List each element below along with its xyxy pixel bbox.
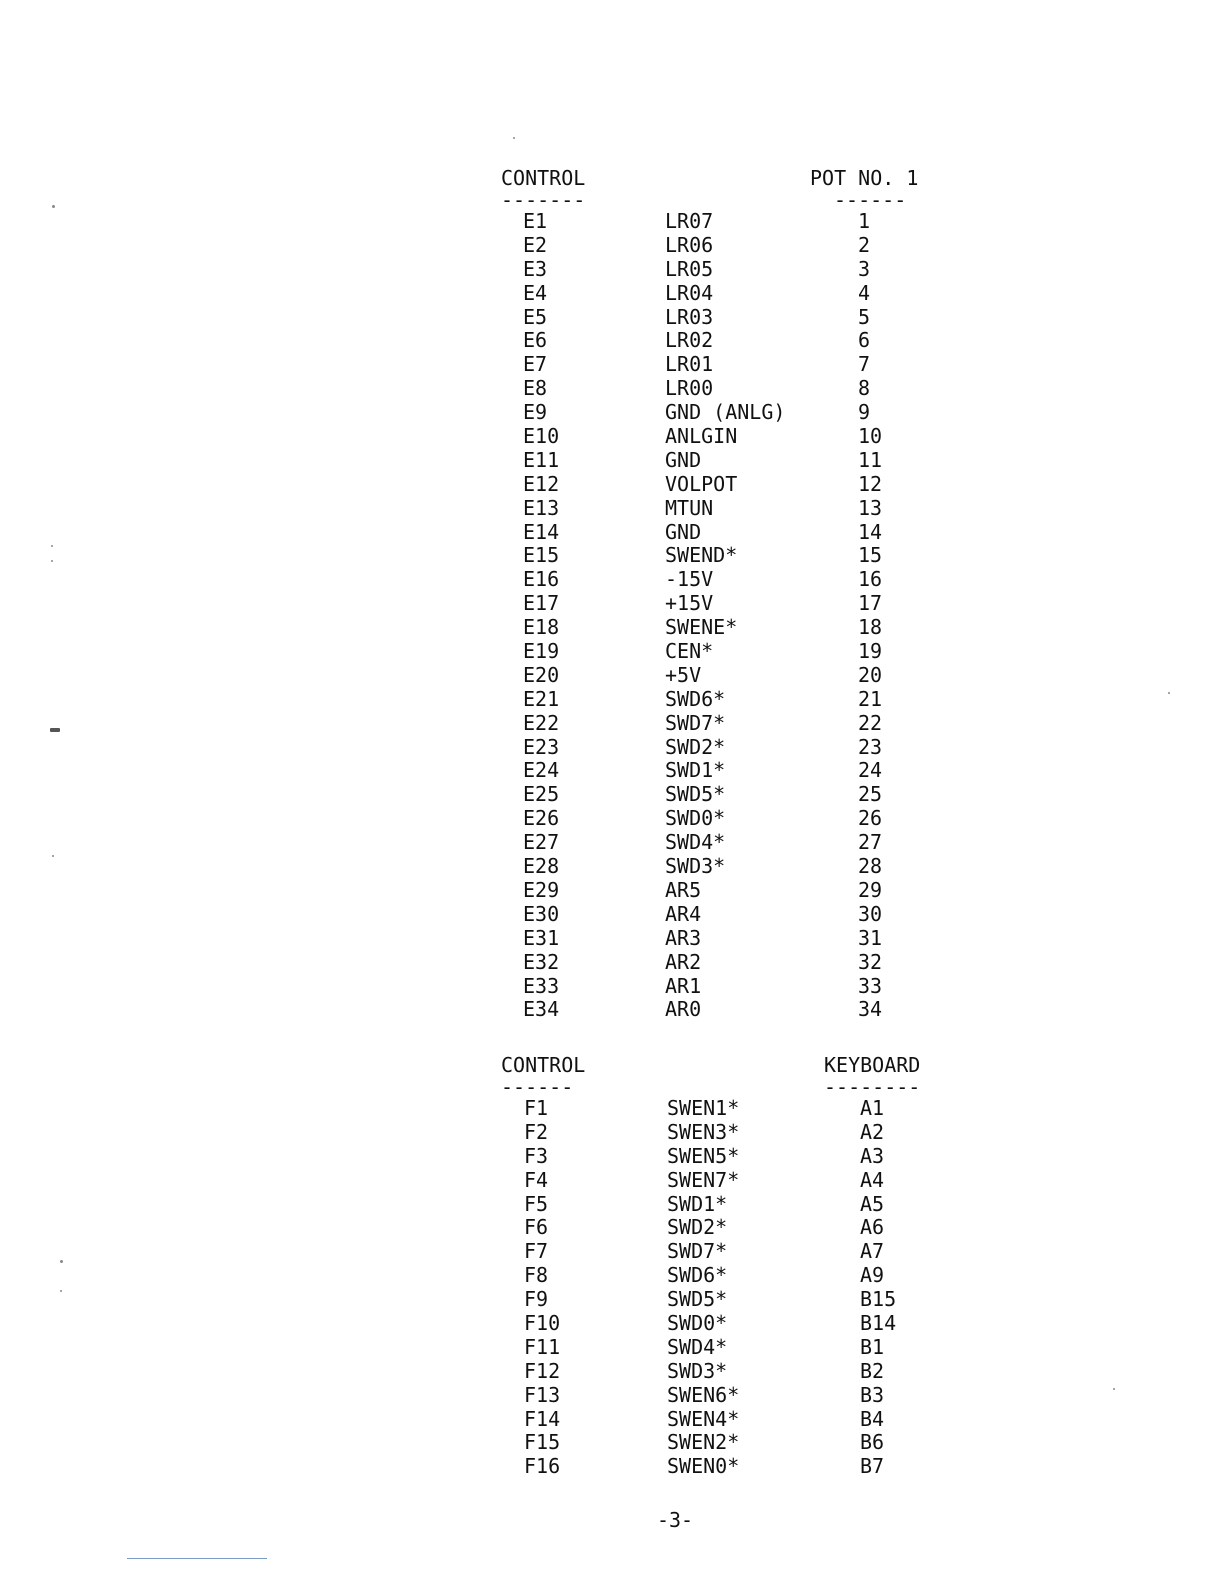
pot-pin-cell: 34 [858, 997, 883, 1022]
header-underline [500, 190, 940, 210]
signal-cell: CEN* [665, 639, 714, 664]
keyboard-pin-cell: B3 [860, 1382, 885, 1407]
control-cell: E20 [523, 662, 560, 687]
pot-pin-cell: 33 [858, 973, 883, 998]
scan-speck [52, 855, 54, 857]
signal-cell: SWD0* [665, 806, 726, 831]
keyboard-pin-cell: B15 [860, 1287, 897, 1312]
signal-cell: SWEN4* [667, 1406, 740, 1431]
table-row [500, 855, 940, 879]
keyboard-column-header: KEYBOARD [824, 1053, 921, 1077]
table-row [500, 1145, 940, 1169]
table-row [500, 879, 940, 903]
table-row [500, 1240, 940, 1264]
pot-pin-cell: 6 [858, 328, 871, 353]
table-row [500, 712, 940, 736]
control-cell: E7 [523, 352, 548, 377]
table-row [500, 497, 940, 521]
control-cell: E27 [523, 830, 560, 855]
pot-pin-cell: 3 [858, 256, 871, 281]
signal-cell: VOLPOT [665, 471, 738, 496]
pot-pin-cell: 32 [858, 949, 883, 974]
table-row [500, 306, 940, 330]
pot-column-header: POT NO. 1 [810, 166, 919, 190]
control-cell: F16 [524, 1454, 561, 1479]
signal-cell: SWD3* [667, 1358, 728, 1383]
signal-cell: SWEN1* [667, 1096, 740, 1120]
control-cell: F11 [524, 1334, 561, 1359]
scan-speck [513, 137, 515, 139]
table-row [500, 807, 940, 831]
control-cell: E11 [523, 447, 560, 472]
pot-pin-cell: 18 [858, 615, 883, 640]
table-row [500, 1216, 940, 1240]
keyboard-header-underline: -------- [824, 1075, 921, 1099]
signal-cell: LR06 [665, 232, 714, 257]
table-row [500, 1408, 940, 1432]
control-cell: E18 [523, 615, 560, 640]
signal-cell: MTUN [665, 495, 714, 520]
table-row [500, 1121, 940, 1145]
control-cell: E2 [523, 232, 548, 257]
scan-speck [1168, 692, 1170, 694]
signal-cell: +5V [665, 662, 702, 687]
scan-speck [51, 545, 53, 547]
table-row [500, 425, 940, 449]
control-cell: F9 [524, 1287, 549, 1312]
signal-cell: AR4 [665, 901, 702, 926]
table-row [500, 234, 940, 258]
signal-cell: LR04 [665, 280, 714, 305]
signal-cell: LR01 [665, 352, 714, 377]
table-row [500, 1431, 940, 1455]
keyboard-pin-cell: A3 [860, 1143, 885, 1168]
signal-cell: GND [665, 447, 702, 472]
signal-cell: SWD2* [667, 1215, 728, 1240]
signal-cell: SWD4* [665, 830, 726, 855]
pot-pin-cell: 12 [858, 471, 883, 496]
control-cell: E15 [523, 543, 560, 568]
table-row [500, 1360, 940, 1384]
control-cell: E10 [523, 424, 560, 449]
table-row [500, 210, 940, 234]
signal-cell: SWD2* [665, 734, 726, 759]
pot-pin-cell: 5 [858, 304, 871, 329]
table-row [500, 616, 940, 640]
signal-cell: SWD7* [667, 1239, 728, 1264]
control-cell: F13 [524, 1382, 561, 1407]
table-row [500, 401, 940, 425]
control-cell: E5 [523, 304, 548, 329]
scan-speck [50, 728, 60, 732]
table-row [500, 1169, 940, 1193]
table-body [500, 210, 940, 1022]
control-cell: F3 [524, 1143, 549, 1168]
pot-pin-cell: 7 [858, 352, 871, 377]
signal-cell: SWEN7* [667, 1167, 740, 1192]
control-cell: E25 [523, 782, 560, 807]
table-row [500, 329, 940, 353]
pot-pin-cell: 22 [858, 710, 883, 735]
signal-cell: SWEND* [665, 543, 738, 568]
table-header [500, 166, 940, 190]
keyboard-pin-cell: B1 [860, 1334, 885, 1359]
scan-speck [1113, 1388, 1115, 1390]
pot-pin-cell: 26 [858, 806, 883, 831]
table-row [500, 831, 940, 855]
control-header-underline: ------ [501, 1075, 574, 1099]
pot-pin-cell: 17 [858, 591, 883, 616]
table-row [500, 759, 940, 783]
pot-pin-cell: 27 [858, 830, 883, 855]
keyboard-pin-cell: A5 [860, 1191, 885, 1216]
control-cell: F15 [524, 1430, 561, 1455]
signal-cell: SWD0* [667, 1311, 728, 1336]
keyboard-pin-cell: B14 [860, 1311, 897, 1336]
keyboard-pin-cell: A2 [860, 1119, 885, 1144]
table-row [500, 353, 940, 377]
control-cell: F6 [524, 1215, 549, 1240]
control-cell: E19 [523, 639, 560, 664]
control-cell: E30 [523, 901, 560, 926]
pot-connector-table [500, 166, 940, 1022]
signal-cell: SWEN0* [667, 1454, 740, 1479]
keyboard-pin-cell: A7 [860, 1239, 885, 1264]
signal-cell: SWEN6* [667, 1382, 740, 1407]
table-row [500, 544, 940, 568]
control-cell: E1 [523, 209, 548, 233]
table-row [500, 1455, 940, 1479]
pot-pin-cell: 21 [858, 686, 883, 711]
control-cell: E31 [523, 925, 560, 950]
table-row [500, 783, 940, 807]
pot-pin-cell: 20 [858, 662, 883, 687]
signal-cell: LR02 [665, 328, 714, 353]
signal-cell: SWD6* [667, 1263, 728, 1288]
control-cell: F2 [524, 1119, 549, 1144]
signal-cell: ANLGIN [665, 424, 738, 449]
table-row [500, 1288, 940, 1312]
control-cell: E12 [523, 471, 560, 496]
control-cell: E21 [523, 686, 560, 711]
scan-speck [52, 205, 55, 208]
pot-pin-cell: 9 [858, 400, 871, 425]
control-cell: F12 [524, 1358, 561, 1383]
control-cell: E8 [523, 376, 548, 401]
table-row [500, 1336, 940, 1360]
signal-cell: SWD5* [665, 782, 726, 807]
pot-pin-cell: 10 [858, 424, 883, 449]
signal-cell: AR2 [665, 949, 702, 974]
keyboard-pin-cell: B6 [860, 1430, 885, 1455]
keyboard-pin-cell: B4 [860, 1406, 885, 1431]
signal-cell: GND [665, 519, 702, 544]
pot-pin-cell: 11 [858, 447, 883, 472]
signal-cell: AR5 [665, 877, 702, 902]
control-cell: E23 [523, 734, 560, 759]
signal-cell: SWENE* [665, 615, 738, 640]
table-header [500, 1053, 940, 1077]
table-row [500, 903, 940, 927]
table-row [500, 998, 940, 1022]
signal-cell: SWD3* [665, 854, 726, 879]
table-row [500, 1312, 940, 1336]
keyboard-pin-cell: B2 [860, 1358, 885, 1383]
table-row [500, 951, 940, 975]
control-cell: E6 [523, 328, 548, 353]
table-row [500, 258, 940, 282]
table-row [500, 473, 940, 497]
pot-pin-cell: 23 [858, 734, 883, 759]
pot-pin-cell: 8 [858, 376, 871, 401]
signal-cell: LR00 [665, 376, 714, 401]
control-column-header: CONTROL [501, 166, 586, 190]
signal-cell: SWD7* [665, 710, 726, 735]
pot-pin-cell: 31 [858, 925, 883, 950]
control-cell: E24 [523, 758, 560, 783]
table-row [500, 1193, 940, 1217]
pot-pin-cell: 2 [858, 232, 871, 257]
scan-speck [60, 1260, 63, 1263]
table-row [500, 664, 940, 688]
scan-speck [60, 1290, 62, 1292]
control-cell: E26 [523, 806, 560, 831]
control-cell: F1 [524, 1096, 549, 1120]
control-cell: E28 [523, 854, 560, 879]
pot-pin-cell: 30 [858, 901, 883, 926]
pot-pin-cell: 14 [858, 519, 883, 544]
pot-pin-cell: 15 [858, 543, 883, 568]
pot-pin-cell: 1 [858, 209, 871, 233]
signal-cell: LR03 [665, 304, 714, 329]
pot-pin-cell: 25 [858, 782, 883, 807]
signal-cell: -15V [665, 567, 714, 592]
bottom-rule [127, 1558, 267, 1559]
control-cell: E13 [523, 495, 560, 520]
table-row [500, 1384, 940, 1408]
control-cell: E22 [523, 710, 560, 735]
signal-cell: SWD6* [665, 686, 726, 711]
control-cell: F14 [524, 1406, 561, 1431]
table-row [500, 568, 940, 592]
signal-cell: GND (ANLG) [665, 400, 786, 425]
control-cell: E4 [523, 280, 548, 305]
header-underline [500, 1077, 940, 1097]
control-cell: E9 [523, 400, 548, 425]
keyboard-pin-cell: A1 [860, 1096, 885, 1120]
table-row [500, 688, 940, 712]
control-cell: E16 [523, 567, 560, 592]
pot-header-underline: ------ [834, 188, 907, 212]
signal-cell: SWD1* [667, 1191, 728, 1216]
control-header-underline: ------- [501, 188, 586, 212]
pot-pin-cell: 28 [858, 854, 883, 879]
control-cell: F10 [524, 1311, 561, 1336]
table-row [500, 1264, 940, 1288]
scan-speck [51, 560, 53, 562]
table-row [500, 449, 940, 473]
control-cell: E3 [523, 256, 548, 281]
control-cell: F8 [524, 1263, 549, 1288]
table-row [500, 282, 940, 306]
keyboard-pin-cell: A6 [860, 1215, 885, 1240]
table-row [500, 521, 940, 545]
signal-cell: LR05 [665, 256, 714, 281]
control-cell: F7 [524, 1239, 549, 1264]
signal-cell: SWEN3* [667, 1119, 740, 1144]
signal-cell: SWD4* [667, 1334, 728, 1359]
signal-cell: SWEN5* [667, 1143, 740, 1168]
signal-cell: LR07 [665, 209, 714, 233]
control-cell: E17 [523, 591, 560, 616]
table-row [500, 1097, 940, 1121]
control-cell: E29 [523, 877, 560, 902]
signal-cell: AR3 [665, 925, 702, 950]
table-row [500, 640, 940, 664]
keyboard-pin-cell: B7 [860, 1454, 885, 1479]
keyboard-connector-table [500, 1053, 940, 1479]
pot-pin-cell: 4 [858, 280, 871, 305]
keyboard-pin-cell: A9 [860, 1263, 885, 1288]
table-row [500, 736, 940, 760]
control-column-header: CONTROL [501, 1053, 586, 1077]
control-cell: F4 [524, 1167, 549, 1192]
signal-cell: AR0 [665, 997, 702, 1022]
signal-cell: AR1 [665, 973, 702, 998]
table-row [500, 927, 940, 951]
pot-pin-cell: 29 [858, 877, 883, 902]
signal-cell: SWEN2* [667, 1430, 740, 1455]
pot-pin-cell: 13 [858, 495, 883, 520]
pot-pin-cell: 16 [858, 567, 883, 592]
pot-pin-cell: 19 [858, 639, 883, 664]
table-body [500, 1097, 940, 1479]
control-cell: E33 [523, 973, 560, 998]
signal-cell: SWD5* [667, 1287, 728, 1312]
table-row [500, 377, 940, 401]
pot-pin-cell: 24 [858, 758, 883, 783]
control-cell: E34 [523, 997, 560, 1022]
table-row [500, 592, 940, 616]
control-cell: E14 [523, 519, 560, 544]
signal-cell: +15V [665, 591, 714, 616]
control-cell: E32 [523, 949, 560, 974]
signal-cell: SWD1* [665, 758, 726, 783]
page-number: -3- [656, 1508, 694, 1532]
table-row [500, 975, 940, 999]
keyboard-pin-cell: A4 [860, 1167, 885, 1192]
control-cell: F5 [524, 1191, 549, 1216]
